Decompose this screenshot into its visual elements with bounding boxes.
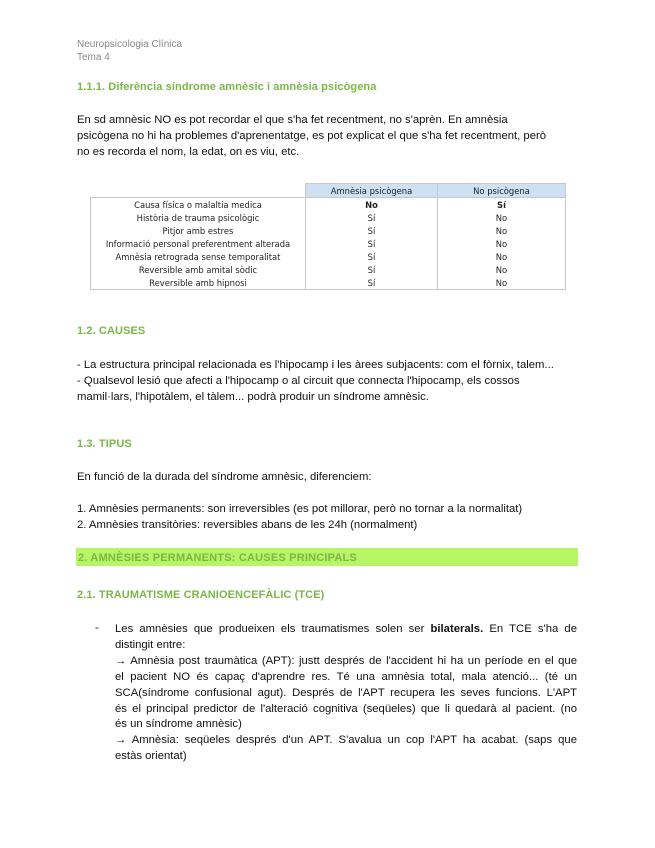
- bullet-line: estàs orientat): [115, 750, 187, 763]
- table-cell-value: No: [438, 211, 566, 224]
- table-row: [91, 211, 566, 224]
- table-header-psychogenic: Amnèsia psicògena: [306, 184, 438, 198]
- bullet-line: és el principal predictor de l'alteració cognitiva (seqüeles) que li quedarà al pacient. (no: [115, 702, 577, 715]
- section-1-3-title: 1.3. TIPUS: [77, 438, 132, 450]
- comparison-table: [90, 183, 566, 290]
- header-subject: Neuropsicologia Clínica: [77, 39, 183, 50]
- paragraph-line: mamil·lars, l'hipotàlem, el tàlem... podrà produir un síndrome amnèsic.: [77, 391, 429, 403]
- bullet-line: → Amnèsia post traumàtica (APT): justt després de l'accident hi ha un període en el que: [115, 654, 577, 667]
- bold-term: bilaterals.: [430, 623, 484, 635]
- table-cell-value: No: [306, 198, 438, 212]
- section-2-1-title: 2.1. TRAUMATISME CRANIOENCEFÀLIC (TCE): [77, 589, 325, 601]
- table-cell-criterion: Reversible amb hipnosi: [91, 276, 306, 290]
- bullet-marker: -: [95, 622, 99, 634]
- header-unit: Tema 4: [77, 52, 110, 63]
- bullet-line: [115, 622, 577, 638]
- table-row: [91, 224, 566, 237]
- table-header-row: [91, 184, 566, 198]
- paragraph-line: no es recorda el nom, la edat, on es viu, etc.: [77, 146, 300, 158]
- table-cell-value: No: [438, 250, 566, 263]
- table-cell-criterion: Informació personal preferentment alterada: [91, 237, 306, 250]
- section-1-3-list: [77, 501, 577, 533]
- section-2-1-bullet: [115, 622, 577, 765]
- table-cell-value: Sí: [438, 198, 566, 212]
- table-cell-criterion: Causa física o malaltia medica: [91, 198, 306, 212]
- bullet-text: Les amnèsies que produeixen els traumatismes solen ser: [115, 623, 431, 635]
- section-1-1-1-title: 1.1.1. Diferència síndrome amnèsic i amnèsia psicògena: [77, 81, 377, 93]
- table-cell-value: No: [438, 224, 566, 237]
- bullet-line: SCA(síndrome confusional agut). Després de l'APT recupera les seves funcions. L'APT: [115, 686, 577, 699]
- bullet-text: En TCE s'ha de: [483, 623, 577, 635]
- table-row: [91, 198, 566, 212]
- bullet-line: → Amnèsia: seqüeles després d'un APT. S'avalua un cop l'APT ha acabat. (saps que: [115, 734, 577, 747]
- section-1-3-intro: En funció de la durada del síndrome amnèsic, diferenciem:: [77, 471, 372, 483]
- page-header: [77, 38, 182, 64]
- table-row: [91, 250, 566, 263]
- section-1-2-paragraph: [77, 357, 577, 405]
- table-row: [91, 263, 566, 276]
- list-item: 2. Amnèsies transitòries: reversibles abans de les 24h (normalment): [77, 519, 418, 531]
- table-header-empty: [91, 184, 306, 198]
- bullet-line: distingit entre:: [115, 638, 186, 651]
- table-header-non-psychogenic: No psicògena: [438, 184, 566, 198]
- section-1-2-title: 1.2. CAUSES: [77, 325, 146, 337]
- table-row: [91, 237, 566, 250]
- table-row: [91, 276, 566, 290]
- list-item: 1. Amnèsies permanents: son irreversibles (es pot millorar, però no tornar a la normalitat): [77, 503, 523, 515]
- section-2-title: 2. AMNÈSIES PERMANENTS: CAUSES PRINCIPALS: [78, 552, 357, 564]
- paragraph-line: - La estructura principal relacionada es l'hipocamp i les àrees subjacents: com el fòrnix, talem...: [77, 359, 554, 371]
- paragraph-line: - Qualsevol lesió que afecti a l'hipocamp o al circuit que connecta l'hipocamp, els cossos: [77, 375, 520, 387]
- table-cell-value: Sí: [306, 276, 438, 290]
- paragraph-line: En sd amnèsic NO es pot recordar el que s'ha fet recentment, no s'aprèn. En amnèsia: [77, 114, 508, 126]
- table-cell-value: Sí: [306, 211, 438, 224]
- table-cell-value: Sí: [306, 263, 438, 276]
- table-cell-value: Sí: [306, 237, 438, 250]
- table-cell-criterion: Història de trauma psicològic: [91, 211, 306, 224]
- table-cell-value: No: [438, 237, 566, 250]
- table-cell-value: No: [438, 276, 566, 290]
- table-cell-value: No: [438, 263, 566, 276]
- paragraph-line: psicògena no hi ha problemes d'aprenentatge, es pot explicat el que s'ha fet recentment, però: [77, 130, 547, 142]
- bullet-line: és un síndrome amnèsic): [115, 718, 242, 731]
- table-cell-value: Sí: [306, 250, 438, 263]
- table-cell-value: Sí: [306, 224, 438, 237]
- table-cell-criterion: Pitjor amb estres: [91, 224, 306, 237]
- table-cell-criterion: Reversible amb amital sòdic: [91, 263, 306, 276]
- table-cell-criterion: Amnèsia retrograda sense temporalitat: [91, 250, 306, 263]
- section-1-1-1-paragraph: [77, 112, 577, 160]
- bullet-line: el pacient NO és capaç d'aprendre res. Té una amnèsia total, mala atenció... (té un: [115, 670, 577, 683]
